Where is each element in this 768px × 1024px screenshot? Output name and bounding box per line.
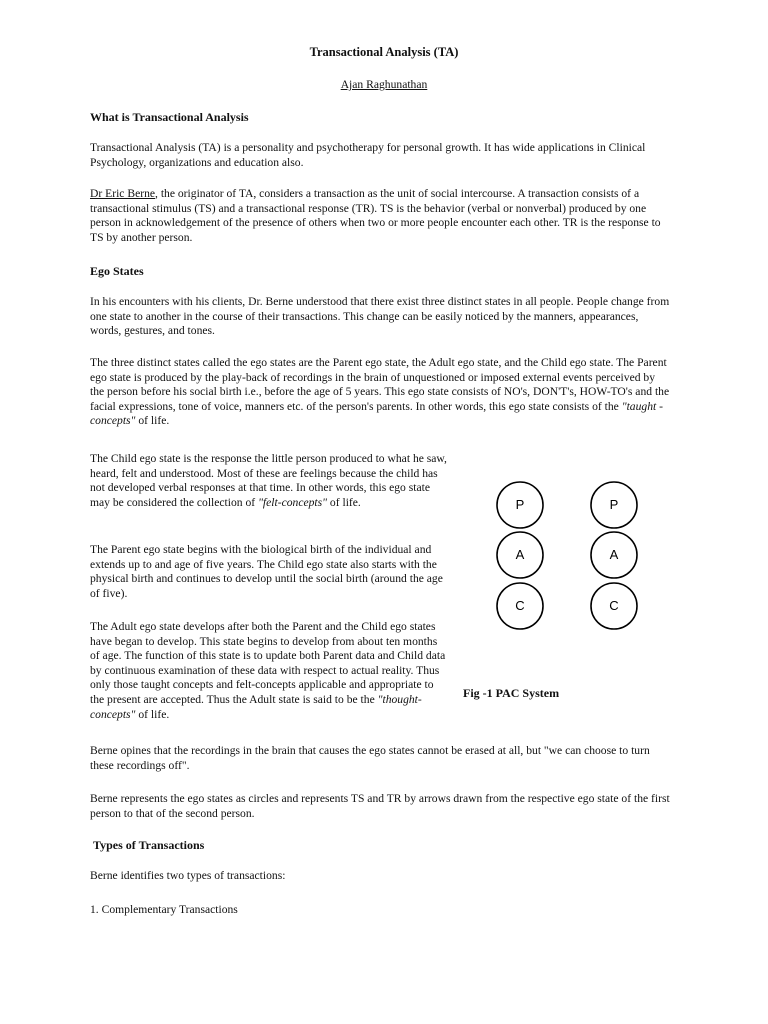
paragraph-three-states: In his encounters with his clients, Dr. Berne understood that there exist three distinct states in all people. People change from one state to another in the course of their transactions. This change can be easily noticed by the manners, appearances, words, gestures, and tones. bbox=[90, 295, 670, 338]
author-name bbox=[0, 78, 768, 93]
thought-concepts: "thought-concepts" bbox=[90, 692, 422, 721]
heading-ego-states: Ego States bbox=[90, 264, 144, 278]
author-link[interactable]: Ajan Raghunathan bbox=[340, 78, 428, 91]
felt-concepts: "felt-concepts" bbox=[258, 495, 328, 509]
paragraph-intro: Transactional Analysis (TA) is a personality and psychotherapy for personal growth. It has wide applications in Clinical Psychology, organizations and education also. bbox=[90, 141, 646, 169]
pac-system-diagram bbox=[490, 478, 640, 638]
right-p-label: P bbox=[609, 497, 619, 512]
child-state-text: The Child ego state is the response the little person produced to what he saw, heard, felt and understood. Most of these are feelings because the child has not developed verbal responses at that time. In other words, this ego state may be considered the collection of bbox=[90, 452, 447, 509]
paragraph-berne-represents: Berne represents the ego states as circles and represents TS and TR by arrows drawn from the respective ego state of the first person to that of the second person. bbox=[90, 792, 670, 820]
right-a-label: A bbox=[609, 547, 619, 562]
right-c-label: C bbox=[609, 598, 619, 613]
left-c-label: C bbox=[515, 598, 525, 613]
heading-types-of-transactions: Types of Transactions bbox=[93, 838, 205, 852]
paragraph-berne-text: , the originator of TA, considers a transaction as the unit of social intercourse. A transaction consists of a transactional stimulus (TS) and a transactional response (TR). TS is the behavior (verbal or nonverbal) produced by one person in acknowledgement of the presence of others when two or more people encounter each other. TR is the response to TS by another person. bbox=[90, 187, 661, 244]
adult-state-text: The Adult ego state develops after both the Parent and the Child ego states have began to develop. This state begins to develop from about ten months of age. The function of this state is to update both Parent data and Child data by continuous examination of these data with respect to actual reality. Thus only those taught concepts and felt-concepts applicable and appropriate to the present are accepted. Thus the Adult state is said to be the bbox=[90, 620, 446, 706]
document-title: Transactional Analysis (TA) bbox=[309, 45, 459, 59]
parent-state-text: The three distinct states called the ego states are the Parent ego state, the Adult ego state, and the Child ego state. The Parent ego state is produced by the play-back of recordings in the brain of unquestioned or imposed external events perceived by the person before his social birth i.e., before the age of 5 years. This ego state consists of NO's, DON'T's, HOW-TO's and the facial expressions, tone of voice, manners etc. of the person's parents. In other words, this ego state consists of the bbox=[90, 356, 670, 413]
heading-what-is-ta: What is Transactional Analysis bbox=[90, 110, 249, 124]
parent-state-end: of life. bbox=[135, 414, 170, 428]
figure-caption: Fig -1 PAC System bbox=[463, 686, 560, 700]
list-item-complementary: 1. Complementary Transactions bbox=[90, 903, 238, 916]
left-a-label: A bbox=[515, 547, 525, 562]
taught-concepts: "taught - concepts" bbox=[90, 399, 663, 428]
child-state-end: of life. bbox=[327, 495, 361, 509]
paragraph-berne bbox=[90, 187, 670, 245]
paragraph-adult-state bbox=[90, 620, 448, 722]
adult-state-end: of life. bbox=[135, 707, 170, 721]
paragraph-berne-opines: Berne opines that the recordings in the brain that causes the ego states cannot be erased at all, but "we can choose to turn these recordings off". bbox=[90, 744, 650, 772]
paragraph-types-intro: Berne identifies two types of transactions: bbox=[90, 869, 286, 882]
eric-berne-link[interactable]: Dr Eric Berne bbox=[90, 187, 156, 200]
paragraph-child-state bbox=[90, 452, 448, 510]
left-p-label: P bbox=[515, 497, 525, 512]
paragraph-parent-state bbox=[90, 356, 670, 429]
paragraph-parent-begins: The Parent ego state begins with the biological birth of the individual and extends up to and age of five years. The Child ego state also starts with the physical birth and continues to develop until the social birth (around the age of five). bbox=[90, 543, 443, 600]
